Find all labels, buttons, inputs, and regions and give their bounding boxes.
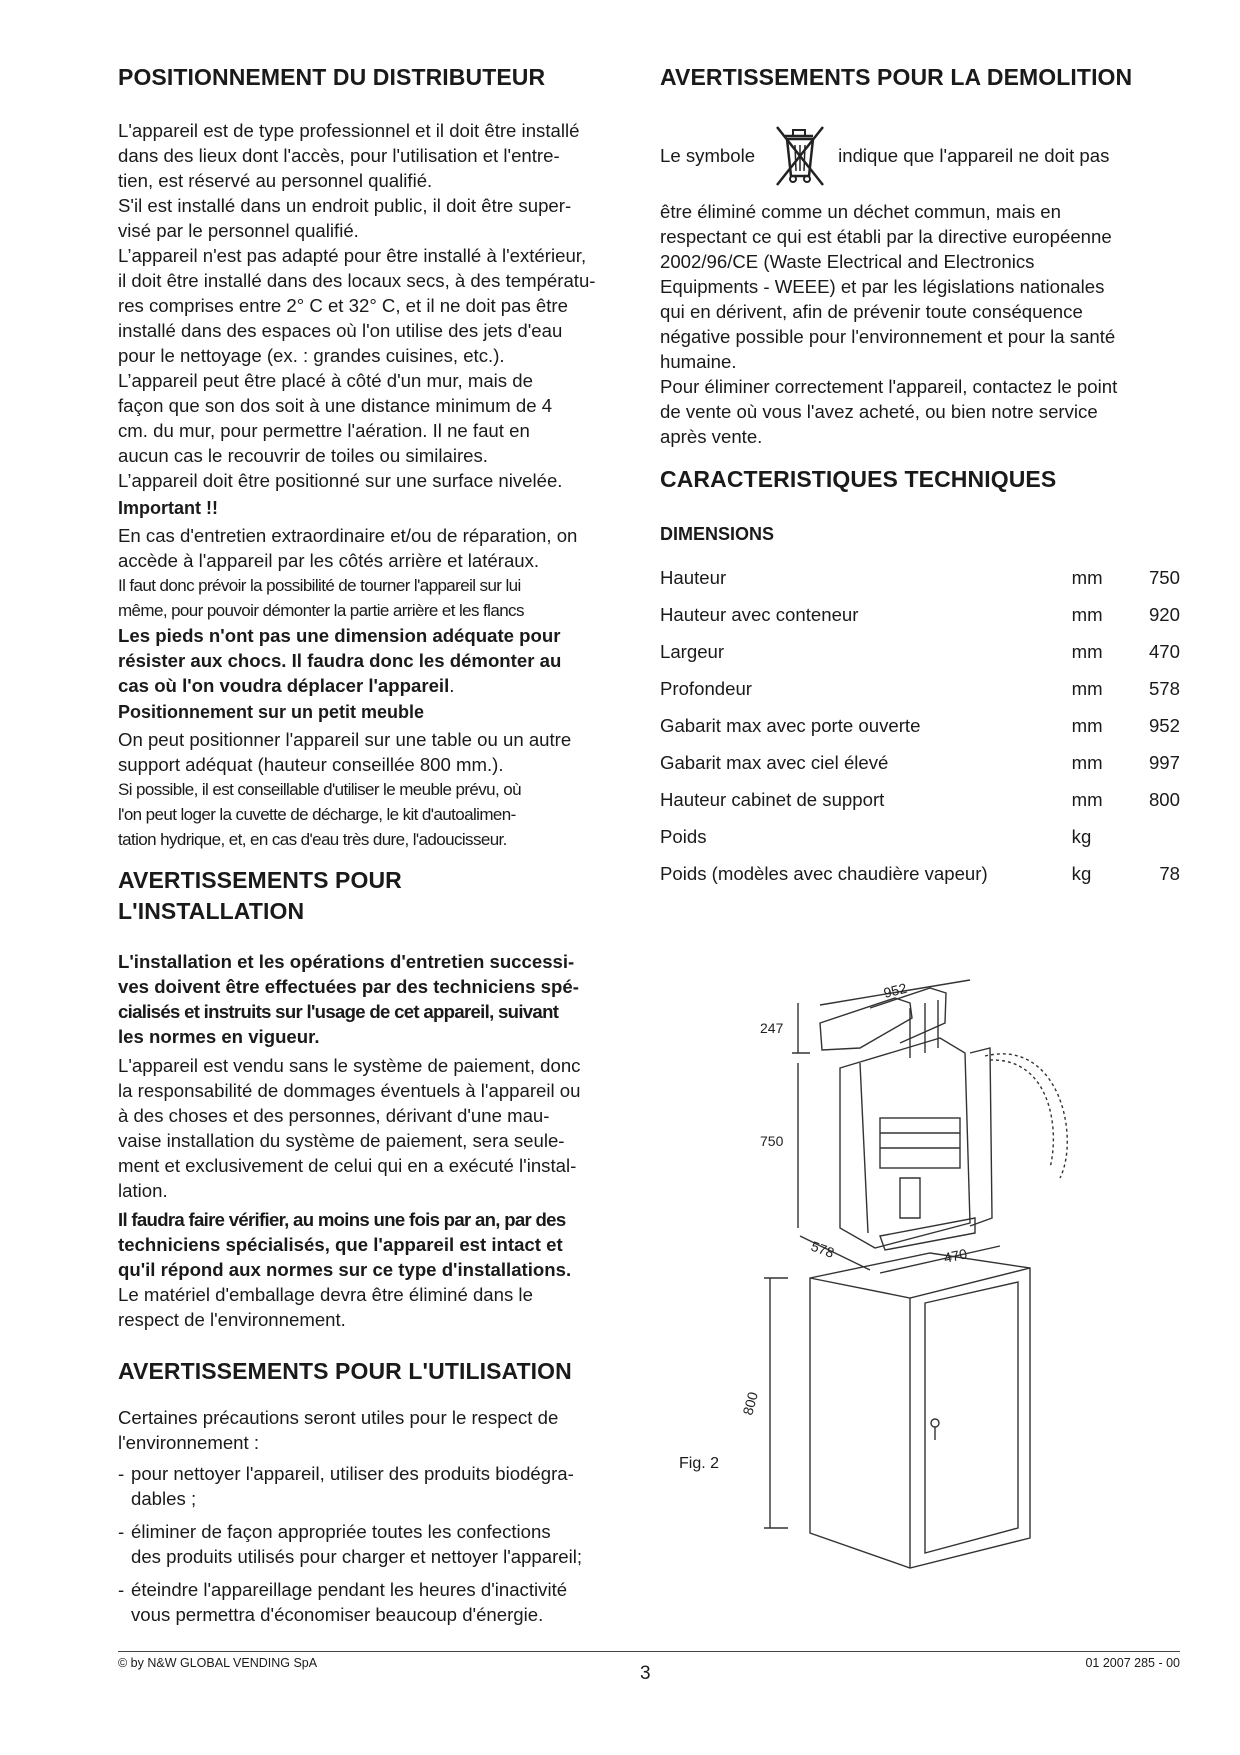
table-row: Gabarit max avec ciel élevé mm 997 [660, 751, 1180, 773]
left-column [118, 62, 638, 1627]
dim-label-750: 750 [760, 1133, 784, 1149]
positionnement-paragraph-1: L'appareil est de type professionnel et il doit être installé dans des lieux dont l'accès, pour l'utilisation et l'entre- tien, est réservé au personnel qualifié. S'il est installé dans un endroit public, il doit être super- visé par le personnel qualifié. L’appareil n'est pas adapté pour être installé à l'extérieur, il doit être installé dans des locaux secs, à des températu- res comprises entre 2° C et 32° C, et il ne doit pas être installé dans des espaces où l'on utilise des jets d'eau pour le nettoyage (ex. : grandes cuisines, etc.). L’appareil peut être placé à côté d'un mur, mais de façon que son dos soit à une distance minimum de 4 cm. du mur, pour permettre l'aération. Il ne faut en aucun cas le recouvrir de toiles ou similaires. L’appareil doit être positionné sur une surface nivelée. [118, 120, 596, 491]
dim-label-578: 578 [808, 1237, 837, 1261]
positionnement-warning-pieds: Les pieds n'ont pas une dimension adéquate pour résister aux chocs. Il faudra donc les démonter au cas où l'on voudra déplacer l'appareil. [118, 625, 562, 696]
section-title-installation: AVERTISSEMENTS POUR L'INSTALLATION [118, 867, 402, 924]
utilisation-bullet-1: - pour nettoyer l'appareil, utiliser des produits biodégra- dables ; [118, 1463, 574, 1509]
section-title-utilisation: AVERTISSEMENTS POUR L'UTILISATION [118, 1358, 572, 1384]
dim-label-247: 247 [760, 1020, 784, 1036]
demolition-paragraph: être éliminé comme un déchet commun, mais en respectant ce qui est établi par la directive européenne 2002/96/CE (Waste Electrical and Electronics Equipments - WEEE) et par les législations nationales qui en dérivent, afin de prévenir toute conséquence négative possible pour l'environnement et pour la santé humaine. Pour éliminer correctement l'appareil, contactez le point de vente où vous l'avez acheté, ou bien notre service après vente. [660, 201, 1118, 447]
page-number: 3 [640, 1663, 651, 1684]
positionnement-paragraph-3: Il faut donc prévoir la possibilité de tourner l'appareil sur lui même, pour pouvoir démonter la partie arrière et les flancs [118, 576, 524, 620]
machine-dimension-drawing [739, 978, 1160, 1598]
right-column [660, 62, 1180, 892]
installation-paragraph-1: L'installation et les opérations d'entretien successi- ves doivent être effectuées par des techniciens spé- cialisés et instruits sur l'usage de cet appareil, suivant les normes en vigueur. [118, 951, 579, 1047]
positionnement-paragraph-2: En cas d'entretien extraordinaire et/ou de réparation, on accède à l'appareil par les côtés arrière et latéraux. [118, 525, 578, 571]
section-title-positionnement: POSITIONNEMENT DU DISTRIBUTEUR [118, 64, 546, 90]
table-row: Hauteur avec conteneur mm 920 [660, 603, 1180, 625]
table-row: Hauteur cabinet de support mm 800 [660, 788, 1180, 810]
table-row: Profondeur mm 578 [660, 677, 1180, 699]
dimensions-label: DIMENSIONS [660, 524, 775, 544]
subsection-petit-meuble: Positionnement sur un petit meuble [118, 702, 425, 722]
utilisation-bullet-2: - éliminer de façon appropriée toutes les confections des produits utilisés pour charger et nettoyer l'appareil; [118, 1521, 583, 1567]
utilisation-bullet-3: - éteindre l'appareillage pendant les heures d'inactivité vous permettra d'économiser beaucoup d'énergie. [118, 1579, 568, 1625]
petit-meuble-paragraph-1: On peut positionner l'appareil sur une table ou un autre support adéquat (hauteur conseillée 800 mm.). [118, 729, 572, 775]
dim-label-470: 470 [942, 1245, 969, 1266]
petit-meuble-paragraph-2: Si possible, il est conseillable d'utiliser le meuble prévu, où l'on peut loger la cuvette de décharge, le kit d'autoalimen- tation hydrique, et, en cas d'eau très dure, l'adoucisseur. [118, 780, 521, 849]
table-row: Largeur mm 470 [660, 640, 1180, 662]
table-row: Gabarit max avec porte ouverte mm 952 [660, 714, 1180, 736]
installation-paragraph-2: L'appareil est vendu sans le système de paiement, donc la responsabilité de dommages éventuels à l'appareil ou à des choses et des personnes, dérivant d'une mau- vaise installation du système de paiement, sera seule- ment et exclusivement de celui qui en a exécuté l'instal- lation. [118, 1055, 581, 1201]
footer-divider [118, 1651, 1180, 1652]
table-row: Poids (modèles avec chaudière vapeur) kg 78 [660, 862, 1180, 884]
section-title-caracteristiques: CARACTERISTIQUES TECHNIQUES [660, 466, 1057, 492]
utilisation-intro: Certaines précautions seront utiles pour le respect de l'environnement : [118, 1407, 559, 1453]
table-row: Hauteur mm 750 [660, 566, 1180, 588]
dim-label-800: 800 [739, 1390, 761, 1417]
footer-copyright: © by N&W GLOBAL VENDING SpA [118, 1656, 318, 1670]
section-title-demolition: AVERTISSEMENTS POUR LA DEMOLITION [660, 64, 1133, 90]
dimensions-table [660, 559, 1180, 892]
installation-paragraph-4: Le matériel d'emballage devra être éliminé dans le respect de l'environnement. [118, 1284, 533, 1330]
weee-symbol-line: Le symbole indique que l'appareil ne doit pas [660, 121, 1180, 191]
table-row: Poids kg [660, 825, 1092, 847]
dim-label-952: 952 [881, 979, 909, 1001]
footer-document-code: 01 2007 285 - 00 [1085, 1656, 1180, 1670]
important-label: Important !! [118, 498, 218, 518]
installation-paragraph-3: Il faudra faire vérifier, au moins une fois par an, par des techniciens spécialisés, que l'appareil est intact et qu'il répond aux normes sur ce type d'installations. [118, 1209, 572, 1280]
weee-crossed-bin-icon [763, 121, 833, 191]
figure-caption: Fig. 2 [679, 1455, 720, 1472]
